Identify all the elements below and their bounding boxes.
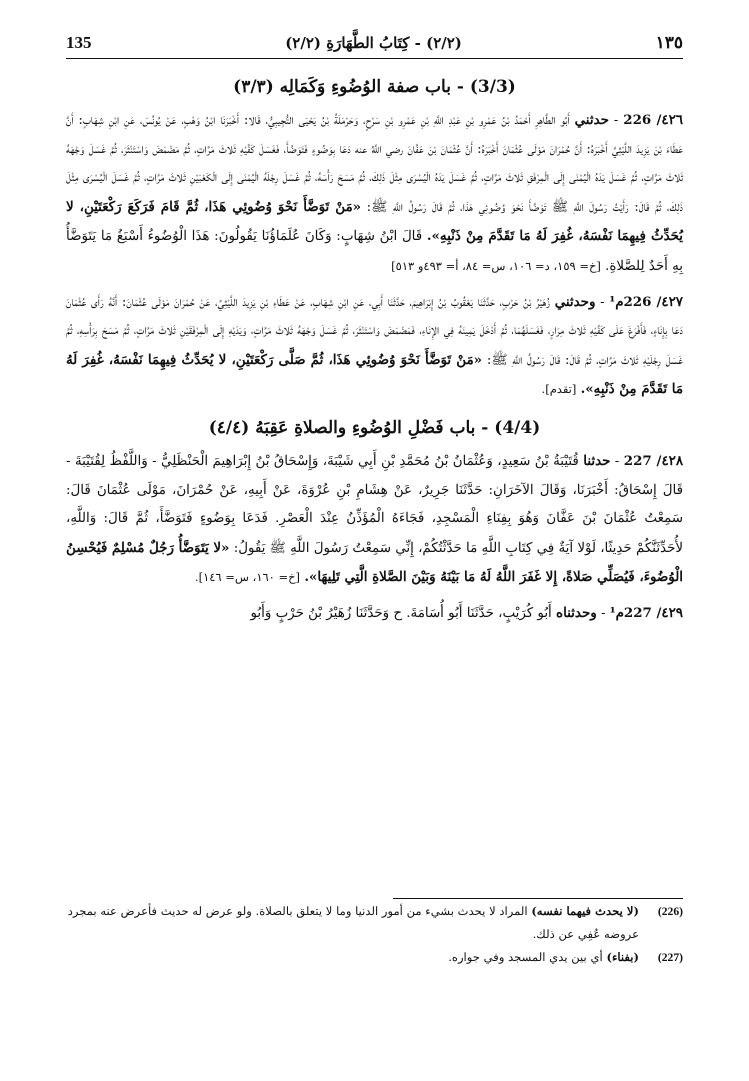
hadith-number: ٤٢٧/ 226م¹: [609, 293, 683, 310]
footnotes: [66, 900, 683, 969]
footnote-term: (بفناء): [606, 950, 639, 964]
footnote-text: أي بين يدي المسجد وفي جواره.: [448, 950, 603, 964]
footnote-number: (227): [657, 951, 683, 964]
narration-word: حدثني: [574, 112, 609, 128]
chapter-heading: (3/3) - باب صفة الوُضُوءِ وَكَمَالِه (٣/٣): [233, 77, 516, 97]
hadith-reference: [خ= ١٦٠، س= ١٤٦].: [194, 570, 301, 585]
prophetic-quote: «لا يَتَوَضَّأُ رَجُلٌ مُسْلِمٌ فَيُحْسِنُ الْوُضُوءَ، فَيُصَلِّي صَلاةً، إِلا غَفَرَ اللَّهُ لَهُ مَا بَيْنَهُ وَبَيْنَ الصَّلاةِ الَّتِي تَلِيهَا».: [66, 539, 683, 586]
hadith-reference: [تقدم].: [541, 382, 577, 397]
narration-word: حدثنا: [583, 452, 611, 469]
hadith-text-after: قَالَ ابْنُ شِهَابٍ: وَكَانَ عُلَمَاؤُنَا يَقُولُونَ: هَذَا الْوُضُوءُ أَسْبَغُ مَا يَتَوَضَّأُ بِهِ أَحَدٌ لِلصَّلاةِ.: [66, 229, 683, 274]
prophetic-quote: «مَنْ تَوَضَّأَ نَحْوَ وُضُوئِي هَذَا، ثُمَّ صَلَّى رَكْعَتَيْنِ، لا يُحَدِّثُ فِيهِمَا نَفْسَهُ، غُفِرَ لَهُ مَا تَقَدَّمَ مِنْ ذَنْبِهِ».: [66, 351, 683, 398]
narration-word: وحدثني: [554, 293, 596, 310]
main-text: [66, 66, 683, 635]
footnote-text: المراد لا يحدث بشيء من أمور الدنيا وما لا يتعلق بالصلاة. ولو عرض له حديث فأعرض عنه بمجرد عروضه عُفِي عن ذلك.: [67, 904, 639, 941]
page-number-arabic: ١٣٥: [655, 33, 683, 53]
prophetic-quote: «مَنْ تَوَضَّأَ نَحْوَ وُضُوئِي هَذَا، ثُمَّ قَامَ فَرَكَعَ رَكْعَتَيْنِ، لا يُحَدِّثُ فِيهِمَا نَفْسَهُ، غُفِرَ لَهُ مَا تَقَدَّمَ مِنْ ذَنْبِهِ».: [66, 198, 683, 245]
page-number-latin: 135: [66, 33, 92, 52]
hadith-text: زُهَيْرُ بْنُ حَرْبٍ، حَدَّثَنَا يَعْقُوبُ بْنُ إِبْرَاهِيمَ، حَدَّثَنَا أَبِي، عَنِ ابْنِ شِهَابٍ، عَنْ عَطَاءِ بْنِ يَزِيدَ اللَّيْثِيِّ، عَنْ حُمْرَانَ مَوْلَى عُثْمَانَ: أَنَّهُ رَأَى عُثْمَانَ دَعَا بِإِنَاءٍ، فَأَفْرَغَ عَلَى كَفَّيْهِ ثَلاثَ مِرَارٍ، فَغَسَلَهُمَا، ثُمَّ أَدْخَلَ يَمِينَهُ فِي الإِنَاءِ، فَمَضْمَضَ وَاسْتَنْثَرَ، ثُمَّ غَسَلَ وَجْهَهُ ثَلاثَ مَرَّاتٍ، وَيَدَيْهِ إِلَى الْمِرْفَقَيْنِ ثَلاثَ مَرَّاتٍ، ثُمَّ مَسَحَ بِرَأْسِهِ، ثُمَّ غَسَلَ رِجْلَيْهِ ثَلاثَ مَرَّاتٍ، ثُمَّ قَالَ: قَالَ رَسُولُ اللَّهِ ﷺ:: [66, 294, 683, 368]
hadith-text: أَبُو الطَّاهِرِ أَحْمَدُ بْنُ عَمْرِو بْنِ عَبْدِ اللَّهِ بْنِ عَمْرِو بْنِ سَرْحٍ، وَحَرْمَلَةُ بْنُ يَحْيَى التُّجِيبِيُّ، قَالا: أَخْبَرَنَا ابْنُ وَهْبٍ، عَنْ يُونُسَ، عَنِ ابْنِ شِهَابٍ: أَنَّ عَطَاءَ بْنَ يَزِيدَ اللَّيْثِيَّ أَخْبَرَهُ: أَنَّ حُمْرَانَ مَوْلَى عُثْمَانَ أَخْبَرَهُ: أَنَّ عُثْمَانَ بْنَ عَفَّانَ رضي اللَّهُ عنه دَعَا بِوَضُوءٍ فَتَوَضَّأَ، فَغَسَلَ كَفَّيْهِ ثَلاثَ مَرَّاتٍ، ثُمَّ مَضْمَضَ وَاسْتَنْثَرَ، ثُمَّ غَسَلَ وَجْهَهُ ثَلاثَ مَرَّاتٍ، ثُمَّ غَسَلَ يَدَهُ الْيُمْنَى إِلَى الْمِرْفَقِ ثَلاثَ مَرَّاتٍ، ثُمَّ غَسَلَ يَدَهُ الْيُسْرَى مِثْلَ ذَلِكَ، ثُمَّ مَسَحَ رَأْسَهُ، ثُمَّ غَسَلَ رِجْلَهُ الْيُمْنَى إِلَى الْكَعْبَيْنِ ثَلاثَ مَرَّاتٍ، ثُمَّ غَسَلَ الْيُسْرَى مِثْلَ ذَلِكَ، ثُمَّ قَالَ: رَأَيْتُ رَسُولَ اللَّهِ ﷺ تَوَضَّأَ نَحْوَ وُضُوئِي هَذَا، ثُمَّ قَالَ رَسُولُ اللَّهِ ﷺ:: [66, 113, 684, 215]
page-header: [66, 28, 683, 59]
footnote: [66, 900, 683, 946]
hadith-text: أَبُو كُرَيْبٍ، حَدَّثَنَا أَبُو أُسَامَةَ. ح وَحَدَّثَنَا زُهَيْرُ بْنُ حَرْبٍ وَأَبُو: [250, 605, 552, 621]
hadith-reference: [خ= ١٥٩، د= ١٠٦، س= ٨٤، أ= ٤٩٣و ٥١٣]: [391, 258, 601, 273]
hadith-number: ٤٢٦/ 226: [623, 112, 683, 128]
hadith-number: ٤٢٩/ 227م¹: [609, 604, 683, 621]
footnote: [66, 946, 683, 969]
hadith-paragraph: ٤٢٦/ 226 - حدثني أَبُو الطَّاهِرِ أَحْمَدُ بْنُ عَمْرِو بْنِ عَبْدِ اللَّهِ بْنِ عَمْرِو بْنِ سَرْحٍ، وَحَرْمَلَةُ بْنُ يَحْيَى التُّجِيبِيُّ، قَالا: أَخْبَرَنَا ابْنُ وَهْبٍ، عَنْ يُونُسَ، عَنِ ابْنِ شِهَابٍ: أَنَّ عَطَاءَ بْنَ يَزِيدَ اللَّيْثِيَّ أَخْبَرَهُ: أَنَّ حُمْرَانَ مَوْلَى عُثْمَانَ أَخْبَرَهُ: أَنَّ عُثْمَانَ بْنَ عَفَّانَ رضي اللَّهُ عنه دَعَا بِوَضُوءٍ فَتَوَضَّأَ، فَغَسَلَ كَفَّيْهِ ثَلاثَ مَرَّاتٍ، ثُمَّ مَضْمَضَ وَاسْتَنْثَرَ، ثُمَّ غَسَلَ وَجْهَهُ ثَلاثَ مَرَّاتٍ، ثُمَّ غَسَلَ يَدَهُ الْيُمْنَى إِلَى الْمِرْفَقِ ثَلاثَ مَرَّاتٍ، ثُمَّ غَسَلَ يَدَهُ الْيُسْرَى مِثْلَ ذَلِكَ، ثُمَّ مَسَحَ رَأْسَهُ، ثُمَّ غَسَلَ رِجْلَهُ الْيُمْنَى إِلَى الْكَعْبَيْنِ ثَلاثَ مَرَّاتٍ، ثُمَّ غَسَلَ الْيُسْرَى مِثْلَ ذَلِكَ، ثُمَّ قَالَ: رَأَيْتُ رَسُولَ اللَّهِ ﷺ تَوَضَّأَ نَحْوَ وُضُوئِي هَذَا، ثُمَّ قَالَ رَسُولُ اللَّهِ ﷺ: «مَنْ تَوَضَّأَ نَحْوَ وُضُوئِي هَذَا، ثُمَّ قَامَ فَرَكَعَ رَكْعَتَيْنِ، لا يُحَدِّثُ فِيهِمَا نَفْسَهُ، غُفِرَ لَهُ مَا تَقَدَّمَ مِنْ ذَنْبِهِ». قَالَ ابْنُ شِهَابٍ: وَكَانَ عُلَمَاؤُنَا يَقُولُونَ: هَذَا الْوُضُوءُ أَسْبَغُ مَا يَتَوَضَّأُ بِهِ أَحَدٌ لِلصَّلاةِ. [خ= ١٥٩، د= ١٠٦، س= ٨٤، أ= ٤٩٣و ٥١٣]: [66, 112, 684, 274]
footnote-number: (226): [657, 905, 683, 918]
hadith-paragraph: ٤٢٩/ 227م¹ - وحدثناه أَبُو كُرَيْبٍ، حَدَّثَنَا أَبُو أُسَامَةَ. ح وَحَدَّثَنَا زُهَيْرُ بْنُ حَرْبٍ وَأَبُو: [250, 604, 683, 621]
footnote-divider: [393, 898, 683, 899]
running-title: (٢/٢) - كِتَابُ الطَّهَارَةِ (٢/٢): [285, 34, 462, 52]
hadith-paragraph: ٤٢٧/ 226م¹ - وحدثني زُهَيْرُ بْنُ حَرْبٍ، حَدَّثَنَا يَعْقُوبُ بْنُ إِبْرَاهِيمَ، حَدَّثَنَا أَبِي، عَنِ ابْنِ شِهَابٍ، عَنْ عَطَاءِ بْنِ يَزِيدَ اللَّيْثِيِّ، عَنْ حُمْرَانَ مَوْلَى عُثْمَانَ: أَنَّهُ رَأَى عُثْمَانَ دَعَا بِإِنَاءٍ، فَأَفْرَغَ عَلَى كَفَّيْهِ ثَلاثَ مِرَارٍ، فَغَسَلَهُمَا، ثُمَّ أَدْخَلَ يَمِينَهُ فِي الإِنَاءِ، فَمَضْمَضَ وَاسْتَنْثَرَ، ثُمَّ غَسَلَ وَجْهَهُ ثَلاثَ مَرَّاتٍ، وَيَدَيْهِ إِلَى الْمِرْفَقَيْنِ ثَلاثَ مَرَّاتٍ، ثُمَّ مَسَحَ بِرَأْسِهِ، ثُمَّ غَسَلَ رِجْلَيْهِ ثَلاثَ مَرَّاتٍ، ثُمَّ قَالَ: قَالَ رَسُولُ اللَّهِ ﷺ: «مَنْ تَوَضَّأَ نَحْوَ وُضُوئِي هَذَا، ثُمَّ صَلَّى رَكْعَتَيْنِ، لا يُحَدِّثُ فِيهِمَا نَفْسَهُ، غُفِرَ لَهُ مَا تَقَدَّمَ مِنْ ذَنْبِهِ». [تقدم].: [66, 293, 683, 398]
footnote-term: (لا يحدث فيهما نفسه): [531, 904, 639, 918]
narration-word: وحدثناه: [556, 604, 597, 621]
hadith-number: ٤٢٨/ 227: [623, 452, 684, 469]
hadith-text: قُتَيْبَةُ بْنُ سَعِيدٍ، وَعُثْمَانُ بْنُ مُحَمَّدِ بْنِ أَبِي شَيْبَةَ، وَإِسْحَاقُ بْنُ إِبْرَاهِيمَ الْحَنْظَلِيُّ - وَاللَّفْظُ لِقُتَيْبَةَ - قَالَ إِسْحَاقُ: أَخْبَرَنَا، وَقَالَ الآخَرَانِ: حَدَّثَنَا جَرِيرٌ، عَنْ هِشَامِ بْنِ عُرْوَةَ، عَنْ أَبِيهِ، عَنْ حُمْرَانَ، مَوْلَى عُثْمَانَ قَالَ: سَمِعْتُ عُثْمَانَ بْنَ عَفَّانَ وَهُوَ بِفِنَاءِ الْمَسْجِدِ، فَجَاءَهُ الْمُؤَذِّنُ عِنْدَ الْعَصْرِ. فَدَعَا بِوَضُوءٍ فَتَوَضَّأَ، ثُمَّ قَالَ: وَاللَّهِ، لأُحَدِّثَنَّكُمْ حَدِيثًا، لَوْلا آيَةٌ فِي كِتَابِ اللَّهِ مَا حَدَّثْتُكُمْ، إِنِّي سَمِعْتُ رَسُولَ اللَّهِ ﷺ يَقُولُ:: [66, 453, 683, 556]
hadith-paragraph: ٤٢٨/ 227 - حدثنا قُتَيْبَةُ بْنُ سَعِيدٍ، وَعُثْمَانُ بْنُ مُحَمَّدِ بْنِ أَبِي شَيْبَةَ، وَإِسْحَاقُ بْنُ إِبْرَاهِيمَ الْحَنْظَلِيُّ - وَاللَّفْظُ لِقُتَيْبَةَ - قَالَ إِسْحَاقُ: أَخْبَرَنَا، وَقَالَ الآخَرَانِ: حَدَّثَنَا جَرِيرٌ، عَنْ هِشَامِ بْنِ عُرْوَةَ، عَنْ أَبِيهِ، عَنْ حُمْرَانَ، مَوْلَى عُثْمَانَ قَالَ: سَمِعْتُ عُثْمَانَ بْنَ عَفَّانَ وَهُوَ بِفِنَاءِ الْمَسْجِدِ، فَجَاءَهُ الْمُؤَذِّنُ عِنْدَ الْعَصْرِ. فَدَعَا بِوَضُوءٍ فَتَوَضَّأَ، ثُمَّ قَالَ: وَاللَّهِ، لأُحَدِّثَنَّكُمْ حَدِيثًا، لَوْلا آيَةٌ فِي كِتَابِ اللَّهِ مَا حَدَّثْتُكُمْ، إِنِّي سَمِعْتُ رَسُولَ اللَّهِ ﷺ يَقُولُ: «لا يَتَوَضَّأُ رَجُلٌ مُسْلِمٌ فَيُحْسِنُ الْوُضُوءَ، فَيُصَلِّي صَلاةً، إِلا غَفَرَ اللَّهُ لَهُ مَا بَيْنَهُ وَبَيْنَ الصَّلاةِ الَّتِي تَلِيهَا». [خ= ١٦٠، س= ١٤٦].: [66, 452, 684, 586]
chapter-heading: (4/4) - باب فَضْلِ الوُضُوءِ والصلاةِ عَقِبَهُ (٤/٤): [208, 417, 541, 438]
